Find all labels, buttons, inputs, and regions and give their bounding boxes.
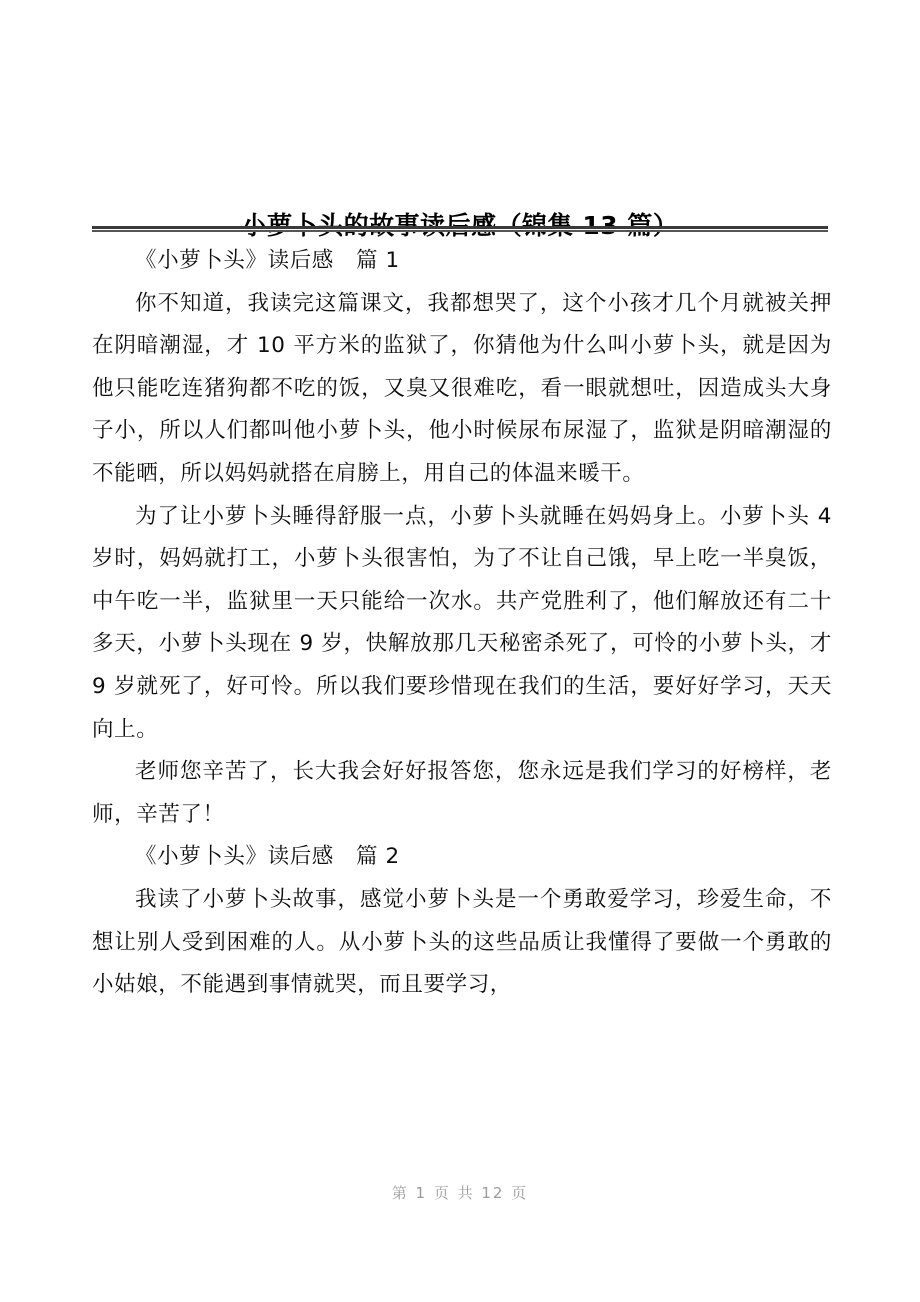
divider-line-bottom	[92, 230, 828, 232]
title-divider-rule	[92, 226, 828, 232]
section-heading: 《小萝卜头》读后感 篇 2	[135, 844, 400, 870]
page-footer: 第 1 页 共 12 页	[391, 1184, 529, 1202]
body-paragraph: 你不知道，我读完这篇课文，我都想哭了，这个小孩才几个月就被关押在阴暗潮湿，才 10 平方米的监狱了，你猜他为什么叫小萝卜头，就是因为他只能吃连猪狗都不吃的饭，又臭又很难吃，看一眼就想吐，因造成头大身子小，所以人们都叫他小萝卜头，他小时候尿布尿湿了，监狱是阴暗潮湿的不能晒，所以妈妈就搭在肩膀上，用自己的体温来暖干。	[92, 290, 832, 486]
body-paragraph: 我读了小萝卜头故事，感觉小萝卜头是一个勇敢爱学习，珍爱生命，不想让别人受到困难的人。从小萝卜头的这些品质让我懂得了要做一个勇敢的小姑娘，不能遇到事情就哭，而且要学习，	[92, 886, 832, 998]
body-paragraph: 老师您辛苦了，长大我会好好报答您，您永远是我们学习的好榜样，老师，辛苦了！	[92, 759, 832, 827]
document-body	[92, 240, 832, 1007]
body-paragraph: 为了让小萝卜头睡得舒服一点，小萝卜头就睡在妈妈身上。小萝卜头 4 岁时，妈妈就打工，小萝卜头很害怕，为了不让自己饿，早上吃一半臭饭，中午吃一半，监狱里一天只能给一次水。共产党胜利了，他们解放还有二十多天，小萝卜头现在 9 岁，快解放那几天秘密杀死了，可怜的小萝卜头，才 9 岁就死了，好可怜。所以我们要珍惜现在我们的生活，要好好学习，天天向上。	[92, 503, 832, 742]
section-heading: 《小萝卜头》读后感 篇 1	[135, 248, 400, 273]
